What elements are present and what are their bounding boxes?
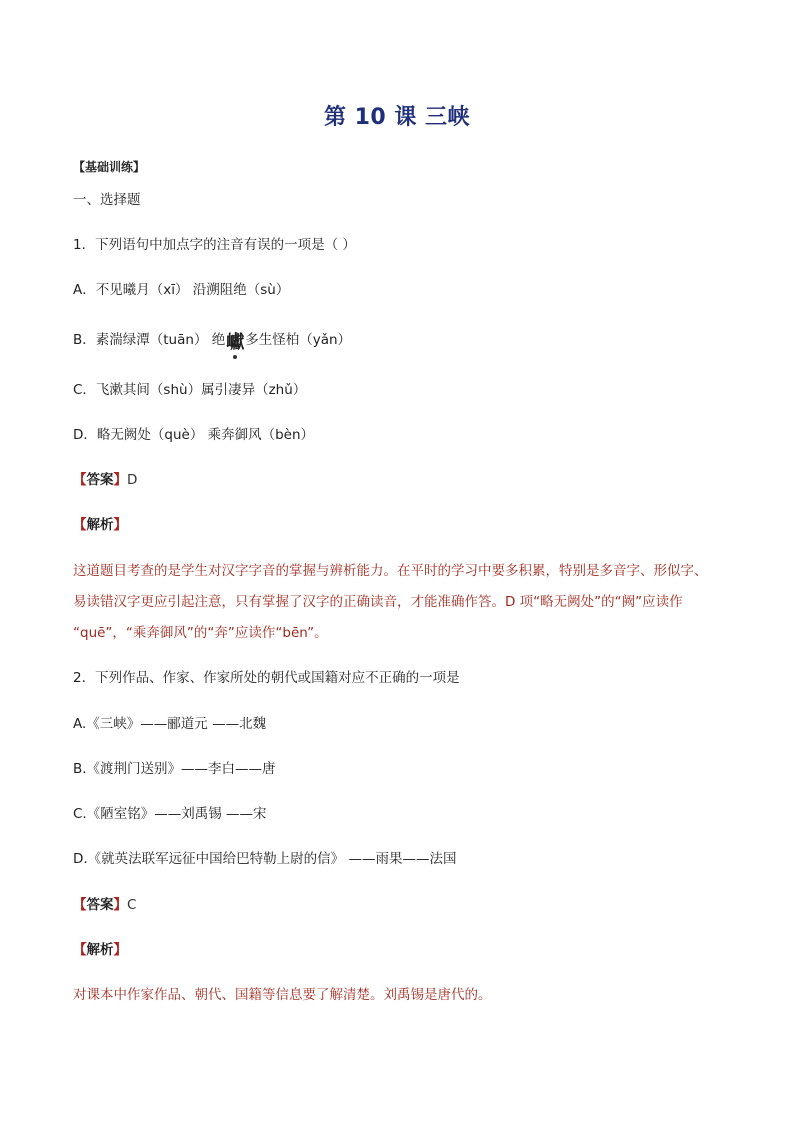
page-title: 第 10 课 三峡: [323, 105, 471, 130]
answer-label: 答案: [86, 897, 114, 913]
question-1-analysis-line-3: “quē”，“乘奔御风”的“奔”应读作“bēn”。: [73, 625, 328, 641]
question-1-option-a: A．不见曦月（xī） 沿溯阻绝（sù）: [73, 282, 290, 298]
question-1-option-c: C．飞漱其间（shù）属引凄异（zhǔ）: [73, 382, 307, 398]
question-2-analysis-label: [73, 940, 127, 960]
question-1-analysis-line-2: 易读错汉字更应引起注意，只有掌握了汉字的正确读音，才能准确作答。D 项“略无阙处”的“阙”应读作: [73, 594, 683, 610]
part-heading: 一、选择题: [73, 192, 141, 208]
answer-label: 答案: [86, 472, 114, 488]
question-1-analysis-line-1: 这道题目考查的是学生对汉字字音的掌握与辨析能力。在平时的学习中要多积累，特别是多音字、形似字、: [73, 563, 708, 579]
question-1-option-b: [73, 330, 351, 353]
analysis-label: 解析: [86, 517, 114, 533]
option-b-text-before: B．素湍绿潭（tuān） 绝: [73, 332, 226, 348]
question-1-option-d: D．略无阙处（què） 乘奔御风（bèn）: [73, 427, 315, 443]
question-2-option-b: B.《渡荆门送别》——李白——唐: [73, 761, 276, 777]
answer-value: C: [127, 897, 137, 913]
analysis-label: 解析: [86, 942, 114, 958]
section-heading: 【基础训练】: [73, 160, 146, 174]
question-2-analysis-line-1: 对课本中作家作品、朝代、国籍等信息要了解清楚。刘禹锡是唐代的。: [73, 987, 492, 1003]
question-2-stem: 2．下列作品、作家、作家所处的朝代或国籍对应不正确的一项是: [73, 670, 460, 686]
bracket-open: 【: [73, 472, 87, 488]
question-1-analysis-label: [73, 515, 127, 535]
emphasis-dot-icon: [233, 355, 237, 359]
option-b-text-after: 多生怪柏（yǎn）: [245, 332, 352, 348]
answer-value: D: [127, 472, 138, 488]
bracket-close: 】: [113, 472, 127, 488]
bracket-close: 】: [113, 942, 127, 958]
question-2-option-c: C.《陋室铭》——刘禹锡 ——宋: [73, 806, 267, 822]
bracket-close: 】: [113, 517, 127, 533]
bracket-open: 【: [73, 942, 87, 958]
bracket-close: 】: [113, 897, 127, 913]
bracket-open: 【: [73, 517, 87, 533]
bracket-open: 【: [73, 897, 87, 913]
question-2-answer: [73, 895, 136, 915]
question-2-option-d: D.《就英法联军远征中国给巴特勒上尉的信》 ——雨果——法国: [73, 851, 457, 867]
question-2-option-a: A.《三峡》——郦道元 ——北魏: [73, 716, 267, 732]
dotted-character-glyph: 巘: [226, 332, 245, 353]
dotted-character: [226, 333, 244, 353]
question-1-answer: [73, 470, 137, 490]
question-1-stem: 1．下列语句中加点字的注音有误的一项是（ ）: [73, 237, 356, 253]
